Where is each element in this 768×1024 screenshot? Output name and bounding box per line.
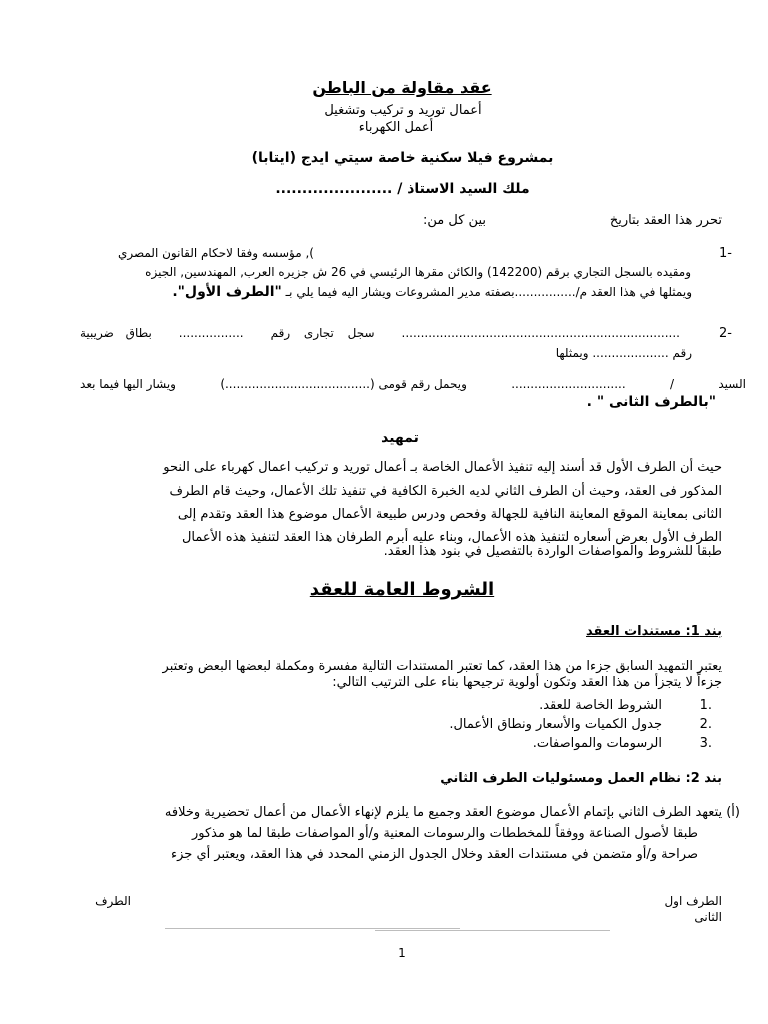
party1-line3-text: ويمثلها في هذا العقد م/................بصفته مدير المشروعات ويشار اليه فيما يلي بـ [281,285,692,299]
party1-number: -1 [719,246,732,261]
owner-line: ملك السيد الاستاذ / ...................... [275,181,530,197]
clause2-line-3: صراحة و/أو متضمن في مستندات العقد وخلال الجدول الزمني المحدد في هذا العقد، ويعتبر أي جزء [171,847,698,862]
clause2-line-2: طبقا لأصول الصناعة ووفقاً للمخططات والرسومات المعنية و/أو المواصفات طبقا لما هو مذكور [191,826,698,841]
party2-line3 [80,377,746,391]
party2-cr-label: سجل تجارى رقم [270,326,375,340]
party2-designation: "بالطرف الثانى " . [586,394,716,410]
clause1-heading [586,624,722,639]
signature-party2-label: الطرف [95,894,131,908]
preamble-line-2: المذكور فى العقد، وحيث أن الطرف الثاني لديه الخبرة الكافية في تنفيذ تلك الأعمال، وحيث قام الطرف [169,484,722,499]
party2-line2: رقم .................... ويمثلها [555,346,692,360]
party2-national-id: ويحمل رقم قومى (......................................) [220,377,467,391]
clause1-item-number: .3 [699,736,712,751]
clause2-line-1: (أ) يتعهد الطرف الثاني بإتمام الأعمال موضوع العقد وجميع ما يلزم لإنهاء الأعمال من أعمال تحضيرية وخلافه [164,805,740,820]
party1-line2: ومقيده بالسجل التجاري برقم (142200) والكائن مقرها الرئيسي في 26 ش جزيره العرب, المهندسين, الجيزه [145,265,691,279]
contract-title: عقد مقاولة من الباطن [312,78,492,97]
clause1-item-3 [533,736,712,751]
party2-referred: ويشار اليها فيما بعد [80,377,176,391]
party2-tax-label: بطاق ضريبية [80,326,152,340]
party1-designation: "الطرف الأول". [172,284,282,300]
preamble-heading: تمهيد [381,430,419,446]
signature-party2-label-cont: الثانى [694,910,722,924]
footer-rule-right [375,930,610,931]
party2-slash: / [669,377,675,391]
footer-rule-left [165,928,460,929]
project-name: بمشروع فيلا سكنية خاصة سيتي ايدج (ايتابا) [251,150,554,166]
contract-subtitle-1: أعمال توريد و تركيب وتشغيل [324,103,482,118]
preamble-line-1: حيث أن الطرف الأول قد أسند إليه تنفيذ الأعمال الخاصة بـ أعمال توريد و تركيب اعمال كهرباء على النحو [163,460,722,475]
party2-line1 [80,326,680,340]
party2-number: -2 [719,326,732,341]
clause1-intro-1: يعتبر التمهيد السابق جزءا من هذا العقد، كما تعتبر المستندات التالية مفسرة ومكملة لبعضها البعض وتعتبر [162,659,722,674]
clause1-heading-text: بند 1: مستندات العقد [586,624,722,639]
contract-date-label: تحرر هذا العقد بتاريخ [609,213,722,228]
preamble-line-3: الثانى بمعاينة الموقع المعاينة النافية للجهالة وفحص ودرس طبيعة الأعمال موضوع هذا العقد وتقدم إلى [177,507,722,522]
clause1-item-text: الرسومات والمواصفات. [532,736,662,751]
clause1-intro-2: جزءاً لا يتجزأ من هذا العقد وتكون أولوية ترجيحها بناء على الترتيب التالي: [332,675,722,690]
party2-tax-dots: ................. [178,326,244,340]
clause1-item-number: .1 [699,698,712,713]
clause2-heading: بند 2: نظام العمل ومسئوليات الطرف الثاني [440,771,722,786]
preamble-line-4: الطرف الأول بعرض أسعاره لتنفيذ هذه الأعمال، وبناء عليه أبرم الطرفان هذا العقد لتنفيذ هذه الأعمال [181,530,722,545]
preamble-line-5: طبقا للشروط والمواصفات الواردة بالتفصيل في بنود هذا العقد. [383,544,722,559]
party2-cr-dots: ......................................................................... [401,326,680,340]
party2-name-dots: .............................. [511,377,626,391]
party1-line1: ), مؤسسه وفقا لاحكام القانون المصري [117,246,314,260]
clause1-item-2 [449,717,712,732]
contract-subtitle-2: أعمل الكهرباء [358,120,434,135]
clause1-item-number: .2 [699,717,712,732]
general-terms-heading: الشروط العامة للعقد [309,579,495,600]
between-label: بين كل من: [423,213,486,228]
clause1-item-text: جدول الكميات والأسعار ونطاق الأعمال. [449,717,662,732]
party2-mr-label: السيد [718,377,746,391]
clause1-item-1 [539,698,712,713]
signature-party1: الطرف اول [664,894,722,908]
page-number: 1 [398,946,406,960]
clause1-item-text: الشروط الخاصة للعقد. [539,698,662,713]
party1-line3 [172,284,692,300]
